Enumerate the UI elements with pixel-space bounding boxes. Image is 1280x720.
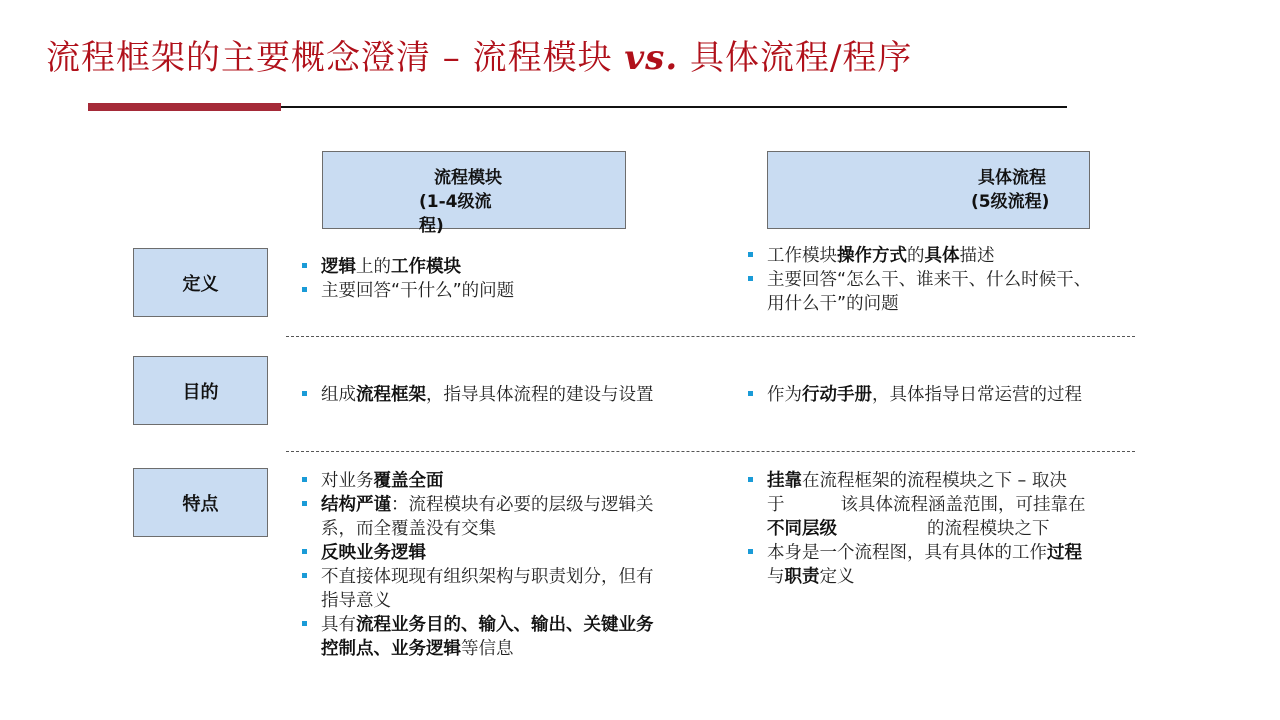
list-item: 主要回答“怎么干、谁来干、什么时候干、 用什么干”的问题 [747,268,1157,316]
list-item: 对业务覆盖全面 [301,469,721,493]
column-header-specific [767,151,1090,229]
definition-module-list [301,255,721,303]
specific-header-line2: (5级流程) [971,192,1050,212]
row-header-features: 特点 [133,468,268,537]
features-module-list [301,469,721,661]
list-item: 本身是一个流程图，具有具体的工作过程 与职责定义 [747,541,1157,589]
list-item: 挂靠在流程框架的流程模块之下 – 取决 于 该具体流程涵盖范围，可挂靠在 不同层级 的流程模块之下 [747,469,1157,541]
list-item: 结构严谨：流程模块有必要的层级与逻辑关 系，而全覆盖没有交集 [301,493,721,541]
list-item: 主要回答“干什么”的问题 [301,279,721,303]
module-header-line3: 程) [419,216,444,236]
row-header-purpose: 目的 [133,356,268,425]
specific-header-line1: 具体流程 [978,168,1046,188]
features-specific-list [747,469,1157,589]
purpose-specific-list [747,383,1167,407]
row-divider-2 [286,451,1135,452]
list-item: 工作模块操作方式的具体描述 [747,244,1157,268]
list-item: 具有流程业务目的、输入、输出、关键业务 控制点、业务逻辑等信息 [301,613,721,661]
list-item: 作为行动手册，具体指导日常运营的过程 [747,383,1167,407]
title-part-2: 具体流程/程序 [678,38,913,78]
purpose-module-list [301,383,731,407]
module-header-line2: (1-4级流 [419,192,492,212]
row-header-definition: 定义 [133,248,268,317]
list-item: 反映业务逻辑 [301,541,721,565]
list-item: 组成流程框架，指导具体流程的建设与设置 [301,383,731,407]
definition-specific-list [747,244,1157,316]
row-divider-1 [286,336,1135,337]
list-item: 不直接体现现有组织架构与职责划分，但有 指导意义 [301,565,721,613]
title-accent-bar [88,103,281,111]
title-underline [281,106,1067,108]
module-header-line1: 流程模块 [434,168,502,188]
title-part-1: 流程框架的主要概念澄清 – 流程模块 [46,38,625,78]
page-title [46,30,912,79]
title-vs: vs. [624,38,679,78]
list-item: 逻辑上的工作模块 [301,255,721,279]
column-header-module [322,151,626,236]
